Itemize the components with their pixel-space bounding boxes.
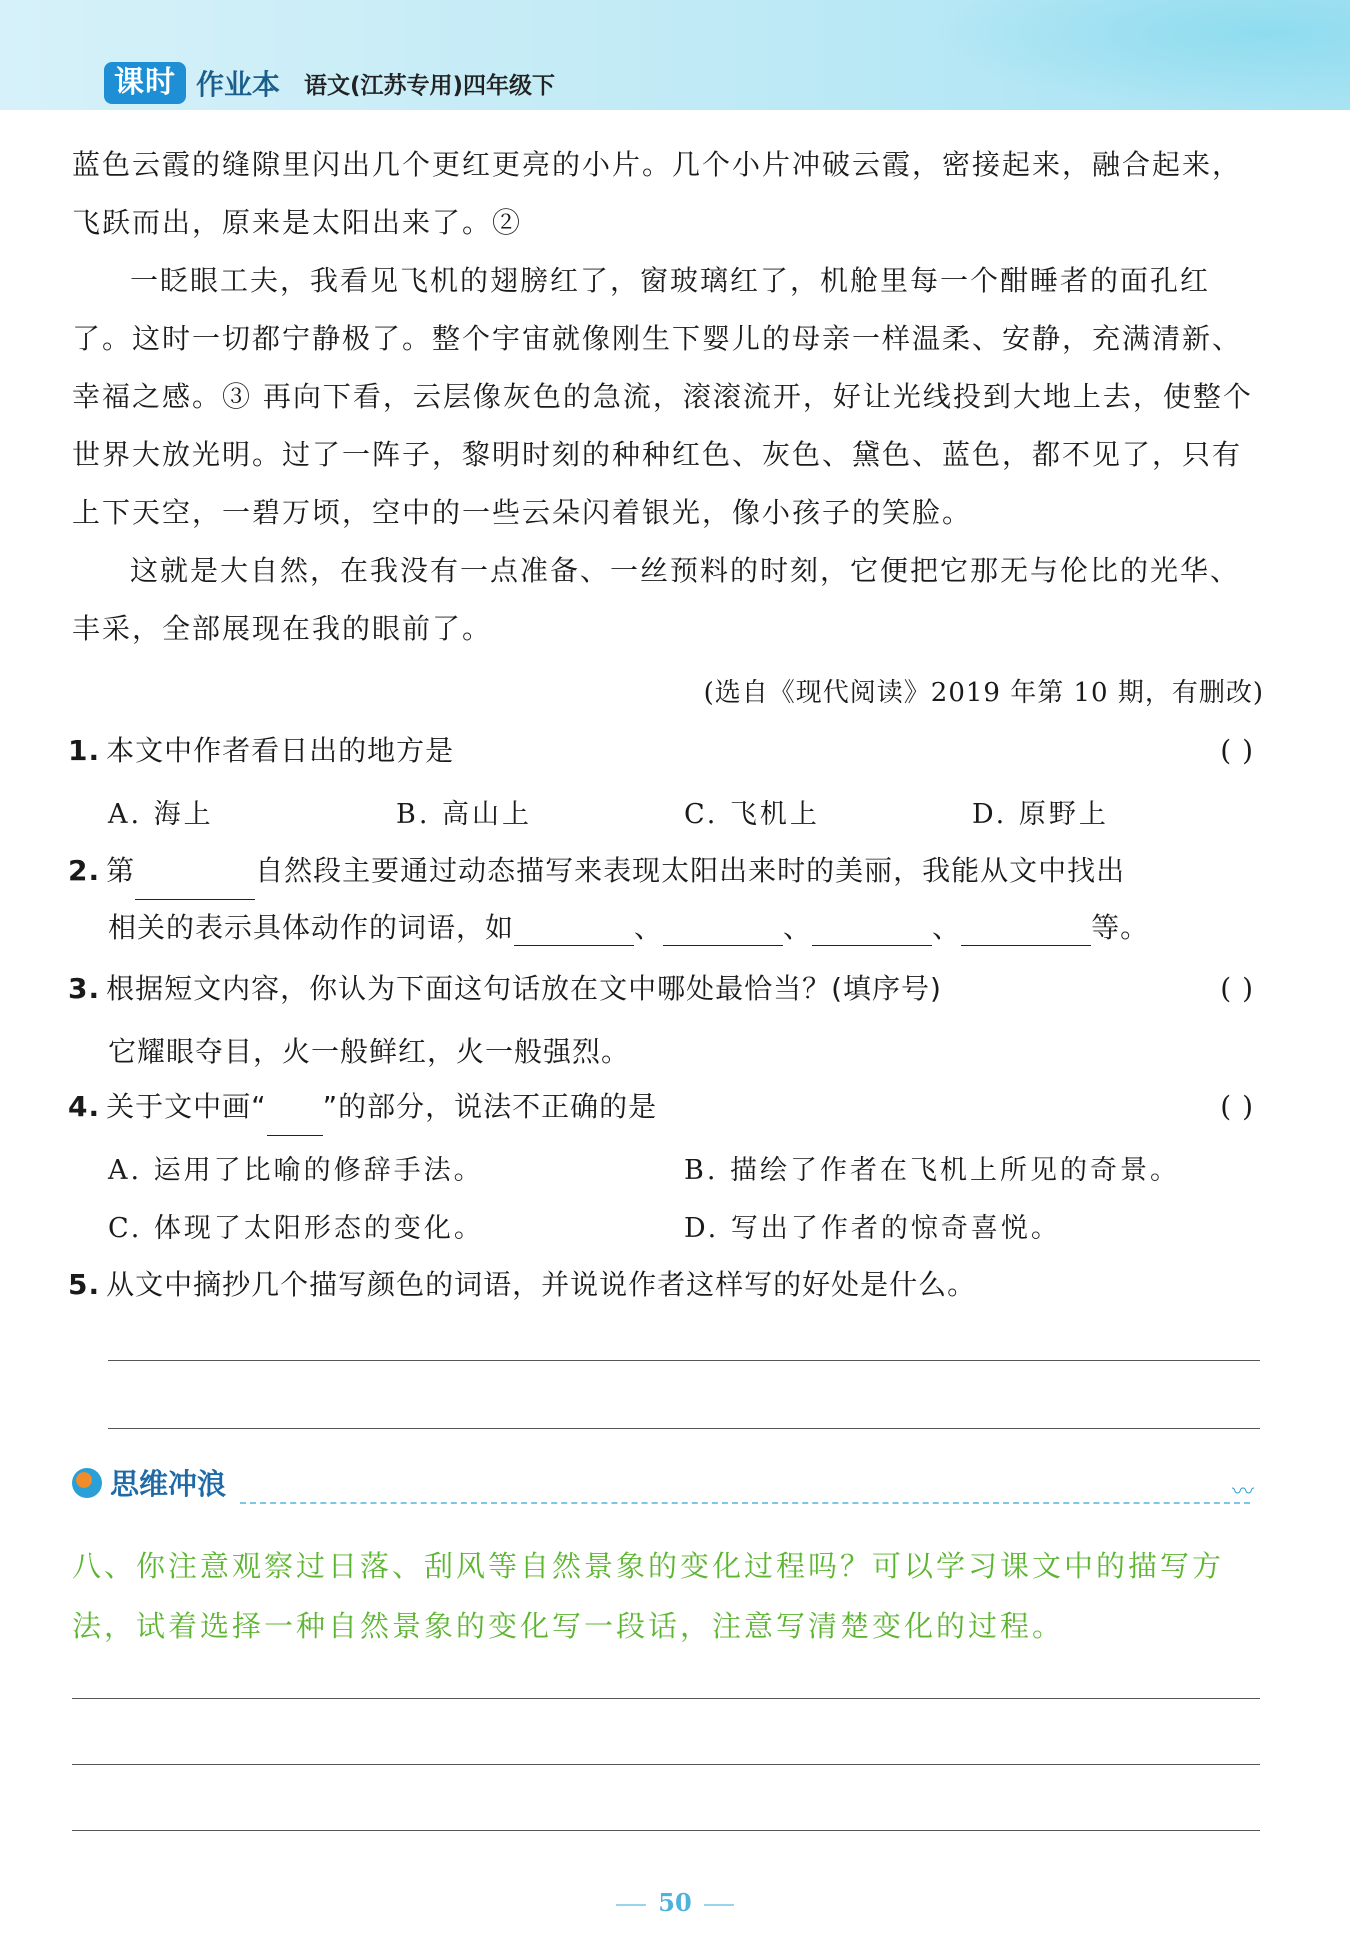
option-b[interactable]: B. 高山上: [396, 799, 533, 830]
question-text: 从文中摘抄几个描写颜色的词语，并说说作者这样写的好处是什么。: [106, 1268, 977, 1301]
passage-paragraph-3: 这就是大自然，在我没有一点准备、一丝预料的时刻，它便把它那无与伦比的光华、丰采，全部展现在我的眼前了。: [72, 554, 1241, 645]
writing-task: 八、你注意观察过日落、刮风等自然景象的变化过程吗？可以学习课文中的描写方法，试着选择一种自然景象的变化写一段话，注意写清楚变化的过程。: [72, 1549, 1225, 1643]
answer-line[interactable]: [108, 1428, 1260, 1429]
passage-source: (选自《现代阅读》2019 年第 10 期，有删改): [703, 678, 1264, 708]
book-subtitle: 语文(江苏专用)四年级下: [304, 72, 556, 99]
question-text-end: 等。: [1091, 911, 1150, 944]
option-a[interactable]: A. 运用了比喻的修辞手法。: [108, 1155, 484, 1186]
passage: [72, 136, 1268, 658]
question-3-sentence: 它耀眼夺目，火一般鲜红，火一般强烈。: [108, 1035, 631, 1068]
question-text-part-2: ”的部分，说法不正确的是: [322, 1090, 658, 1123]
fill-blank-paragraph[interactable]: [135, 865, 255, 900]
question-text: 根据短文内容，你认为下面这句话放在文中哪处最恰当？(填序号): [106, 972, 942, 1005]
question-2-line-2: [108, 906, 1149, 946]
answer-parentheses[interactable]: ( ): [1220, 1090, 1254, 1123]
question-2: [68, 842, 1268, 900]
page-number-text: 50: [658, 1888, 692, 1917]
fill-blank-word-2[interactable]: [663, 911, 783, 946]
question-text-part-2: 自然段主要通过动态描写来表现太阳出来时的美丽，我能从文中找出: [255, 854, 1126, 887]
question-number: 4.: [68, 1090, 101, 1123]
option-d[interactable]: D. 写出了作者的惊奇喜悦。: [684, 1213, 1061, 1244]
question-text: 本文中作者看日出的地方是: [106, 734, 455, 767]
option-c[interactable]: C. 飞机上: [684, 799, 820, 830]
header-brand: [104, 62, 555, 104]
swirl-icon: [72, 1468, 102, 1498]
writing-line[interactable]: [72, 1698, 1260, 1699]
question-number: 3.: [68, 972, 101, 1005]
section-title-text: 思维冲浪: [110, 1467, 227, 1501]
question-number: 2.: [68, 854, 101, 887]
answer-parentheses[interactable]: ( ): [1220, 972, 1254, 1005]
question-5: [68, 1256, 1268, 1314]
option-c[interactable]: C. 体现了太阳形态的变化。: [108, 1213, 484, 1244]
fill-blank-word-4[interactable]: [961, 911, 1091, 946]
fill-blank-word-1[interactable]: [514, 911, 634, 946]
answer-parentheses[interactable]: ( ): [1220, 734, 1254, 767]
option-b[interactable]: B. 描绘了作者在飞机上所见的奇景。: [684, 1155, 1181, 1186]
passage-paragraph-1: 蓝色云霞的缝隙里闪出几个更红更亮的小片。几个小片冲破云霞，密接起来，融合起来，飞跃而出，原来是太阳出来了。②: [72, 148, 1243, 239]
question-number: 1.: [68, 734, 101, 767]
option-d[interactable]: D. 原野上: [972, 799, 1109, 830]
book-name: 作业本: [196, 68, 281, 101]
question-1: [68, 722, 1268, 780]
question-text-part-1: 第: [106, 854, 136, 887]
separator: 、: [932, 911, 962, 944]
passage-paragraph-2: 一眨眼工夫，我看见飞机的翅膀红了，窗玻璃红了，机舱里每一个酣睡者的面孔红了。这时一切都宁静极了。整个宇宙就像刚生下婴儿的母亲一样温柔、安静，充满清新、幸福之感。③ 再向下看，云层像灰色的急流，滚滚流开，好让光线投到大地上去，使整个世界大放光明。过了一阵子，黎明时刻的种种红色、灰色、黛色、蓝色，都不见了，只有上下天空，一碧万顷，空中的一些云朵闪着银光，像小孩子的笑脸。: [72, 264, 1253, 529]
fill-blank-word-3[interactable]: [812, 911, 932, 946]
underline-marker: [267, 1105, 323, 1136]
wave-icon: 〰: [1232, 1480, 1255, 1505]
writing-line[interactable]: [72, 1830, 1260, 1831]
page-number: [0, 1888, 1350, 1917]
question-number: 5.: [68, 1268, 101, 1301]
answer-line[interactable]: [108, 1360, 1260, 1361]
writing-line[interactable]: [72, 1764, 1260, 1765]
separator: 、: [634, 911, 664, 944]
question-text-part-3: 相关的表示具体动作的词语，如: [108, 911, 515, 944]
option-a[interactable]: A. 海上: [108, 799, 214, 830]
separator: 、: [783, 911, 813, 944]
section-title: [72, 1462, 226, 1503]
section-divider: [240, 1502, 1250, 1504]
question-text-part-1: 关于文中画“: [106, 1090, 267, 1123]
question-4: [68, 1078, 1268, 1136]
question-3: [68, 960, 1268, 1018]
brand-logo: 课时: [104, 62, 186, 104]
